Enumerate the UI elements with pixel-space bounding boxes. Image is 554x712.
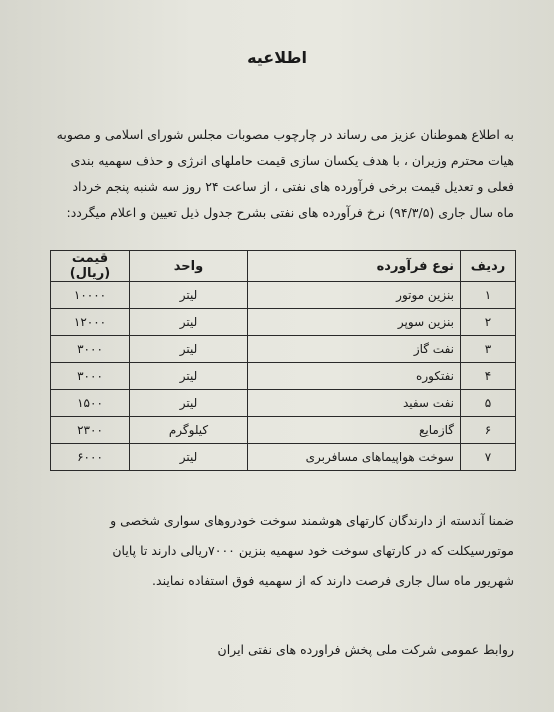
cell-row-number: ۴ <box>461 363 516 390</box>
cell-row-number: ۷ <box>461 444 516 471</box>
header-row-number: ردیف <box>461 251 516 282</box>
cell-unit: لیتر <box>130 282 248 309</box>
cell-product: گازمایع <box>248 417 461 444</box>
intro-line: ماه سال جاری (۹۴/۳/۵) نرخ فرآورده های نفتی بشرح جدول ذیل تعیین و اعلام میگردد: <box>66 205 514 220</box>
table-row <box>51 309 516 336</box>
cell-price: ۱۲۰۰۰ <box>51 309 130 336</box>
cell-price: ۶۰۰۰ <box>51 444 130 471</box>
table-row <box>51 417 516 444</box>
cell-row-number: ۲ <box>461 309 516 336</box>
cell-price: ۳۰۰۰ <box>51 363 130 390</box>
table-row <box>51 363 516 390</box>
footer-signature: روابط عمومی شرکت ملی پخش فراورده های نفتی ایران <box>217 642 514 657</box>
table-row <box>51 282 516 309</box>
intro-line: به اطلاع هموطنان عزیز می رساند در چارچوب مصوبات مجلس شورای اسلامی و مصوبه <box>56 127 514 142</box>
cell-product: نفتکوره <box>248 363 461 390</box>
note-line: ضمنا آندسته از دارندگان کارتهای هوشمند سوخت خودروهای سواری شخصی و <box>110 513 514 528</box>
price-table <box>50 250 516 471</box>
cell-unit: لیتر <box>130 444 248 471</box>
note-line: شهریور ماه سال جاری فرصت دارند که از سهمیه فوق استفاده نمایند. <box>152 573 514 588</box>
cell-row-number: ۵ <box>461 390 516 417</box>
cell-product: بنزین سوپر <box>248 309 461 336</box>
cell-unit: لیتر <box>130 363 248 390</box>
cell-unit: لیتر <box>130 390 248 417</box>
table-row <box>51 444 516 471</box>
note-line: موتورسیکلت که در کارتهای سوخت خود سهمیه بنزین ۷۰۰۰ریالی دارند تا پایان <box>112 543 514 558</box>
header-price: قیمت (ریال) <box>51 251 130 282</box>
cell-row-number: ۳ <box>461 336 516 363</box>
cell-row-number: ۱ <box>461 282 516 309</box>
cell-product: نفت گاز <box>248 336 461 363</box>
cell-product: بنزین موتور <box>248 282 461 309</box>
note-paragraph <box>36 506 514 596</box>
cell-price: ۱۵۰۰ <box>51 390 130 417</box>
cell-row-number: ۶ <box>461 417 516 444</box>
cell-price: ۲۳۰۰ <box>51 417 130 444</box>
cell-unit: لیتر <box>130 309 248 336</box>
intro-line: هیات محترم وزیران ، با هدف یکسان سازی قیمت حاملهای انرژی و حذف سهمیه بندی <box>70 153 514 168</box>
table-header-row <box>51 251 516 282</box>
cell-price: ۱۰۰۰۰ <box>51 282 130 309</box>
cell-unit: لیتر <box>130 336 248 363</box>
cell-price: ۳۰۰۰ <box>51 336 130 363</box>
table-row <box>51 336 516 363</box>
intro-line: فعلی و تعدیل قیمت برخی فرآورده های نفتی ، از ساعت ۲۴ روز سه شنبه پنجم خرداد <box>72 179 514 194</box>
header-unit: واحد <box>130 251 248 282</box>
cell-product: نفت سفید <box>248 390 461 417</box>
intro-paragraph <box>36 122 514 226</box>
cell-product: سوخت هواپیماهای مسافربری <box>248 444 461 471</box>
announcement-title: اطلاعیه <box>247 48 307 67</box>
header-product: نوع فرآورده <box>248 251 461 282</box>
table-row <box>51 390 516 417</box>
cell-unit: کیلوگرم <box>130 417 248 444</box>
